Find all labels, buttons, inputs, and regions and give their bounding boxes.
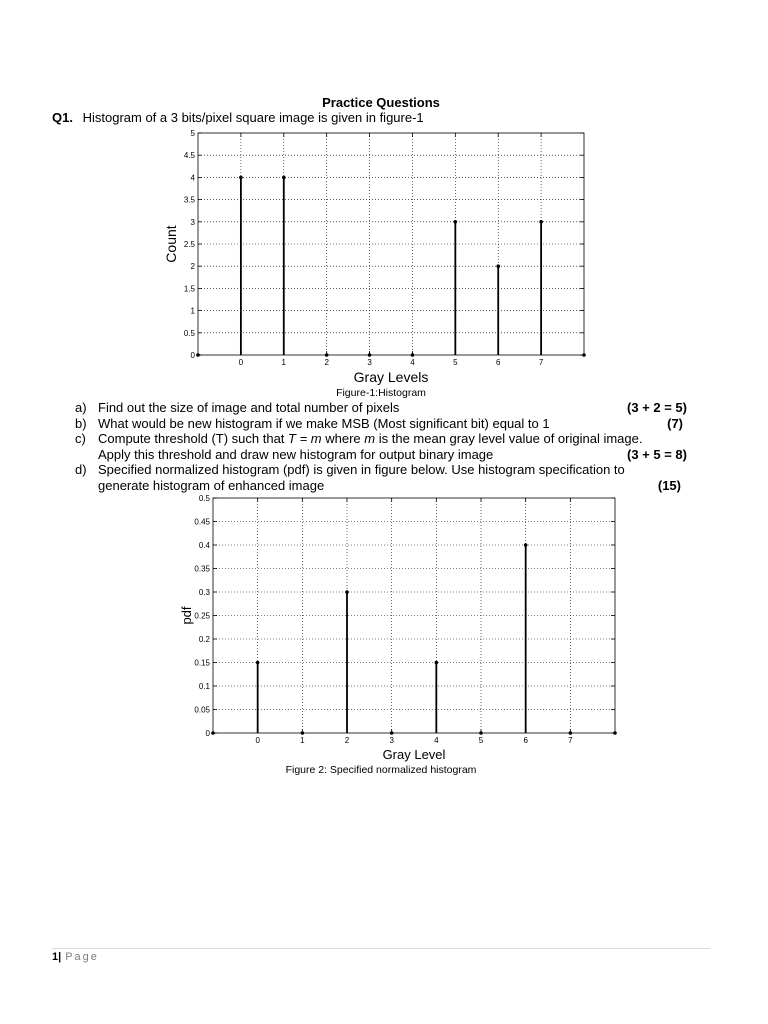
x-tick-label: 4	[410, 358, 415, 367]
x-tick-label: 3	[389, 736, 394, 745]
x-axis-label: Gray Levels	[353, 369, 429, 385]
question-text: Histogram of a 3 bits/pixel square image is given in figure-1	[82, 110, 424, 125]
question-marks: (15)	[657, 477, 681, 493]
x-tick-label: 0	[255, 736, 260, 745]
question-item-c-continued	[75, 447, 695, 463]
question-1	[52, 110, 424, 125]
x-tick-label: 2	[324, 358, 329, 367]
stem-marker	[539, 220, 543, 224]
stem-marker	[368, 353, 372, 357]
x-tick-label: 5	[453, 358, 458, 367]
x-tick-label: 3	[367, 358, 372, 367]
x-tick-label: 2	[344, 736, 350, 745]
question-formula: T = m	[288, 431, 322, 446]
y-tick-label: 5	[190, 129, 195, 138]
y-tick-label: 2	[190, 262, 195, 272]
y-tick-label: 4	[190, 173, 195, 183]
x-tick-label: 1	[281, 358, 287, 367]
y-tick-label: 0.5	[198, 494, 210, 503]
stem-marker	[524, 543, 528, 547]
question-item-a	[75, 400, 695, 416]
question-item-c	[75, 431, 695, 447]
y-tick-label: 1	[190, 306, 195, 316]
y-axis-label: pdf	[179, 606, 194, 625]
question-number: Q1.	[52, 110, 73, 125]
question-label: d)	[75, 462, 87, 477]
question-text: Find out the size of image and total number of pixels	[98, 400, 400, 415]
question-marks: (3 + 2 = 5)	[627, 400, 687, 415]
page-number: 1	[52, 951, 59, 963]
question-label: b)	[75, 415, 87, 431]
footer-divider	[52, 948, 710, 949]
question-marks: (3 + 5 = 8)	[627, 446, 687, 462]
figure-1-histogram-chart	[150, 125, 600, 390]
question-marks: (7)	[667, 415, 683, 431]
stem-marker	[390, 731, 394, 735]
stem-marker	[496, 264, 500, 268]
figure-2-pdf-chart	[160, 490, 630, 770]
x-tick-label: 0	[238, 358, 244, 367]
y-tick-label: 0.15	[194, 658, 210, 668]
x-axis-label: Gray Level	[382, 747, 446, 762]
y-tick-label: 0.25	[194, 611, 210, 621]
y-tick-label: 4.5	[183, 151, 195, 161]
figure-1-caption: Figure-1:Histogram	[336, 387, 426, 399]
y-tick-label: 0.4	[198, 541, 210, 550]
stem-marker	[196, 353, 200, 357]
stem-marker	[582, 353, 586, 357]
stem-marker	[211, 731, 215, 735]
page-word: Page	[65, 951, 99, 963]
x-tick-label: 4	[434, 736, 439, 745]
y-tick-label: 0.2	[198, 635, 210, 644]
stem-marker	[435, 661, 439, 665]
question-text: generate histogram of enhanced image	[98, 477, 325, 493]
y-tick-label: 0.05	[194, 705, 210, 715]
stem-marker	[411, 353, 415, 357]
y-tick-label: 0.5	[183, 328, 195, 338]
question-item-d	[75, 462, 695, 478]
x-tick-label: 6	[523, 736, 528, 745]
figure-2-caption: Figure 2: Specified normalized histogram	[285, 764, 477, 776]
question-list	[75, 400, 695, 493]
stem-marker	[454, 220, 458, 224]
y-tick-label: 3	[190, 217, 195, 227]
question-text: What would be new histogram if we make MSB (Most significant bit) equal to 1	[98, 415, 550, 431]
page-title: Practice Questions	[322, 95, 440, 110]
x-tick-label: 7	[568, 736, 573, 745]
question-variable: m	[364, 431, 376, 446]
stem-marker	[256, 661, 260, 665]
question-text-part: is the mean gray level value of original image.	[375, 431, 643, 446]
y-tick-label: 0.1	[198, 682, 210, 691]
stem-marker	[282, 176, 286, 180]
question-label: c)	[75, 431, 86, 446]
footer-separator: |	[58, 951, 62, 963]
x-tick-label: 7	[538, 358, 544, 367]
question-label: a)	[75, 400, 87, 415]
y-tick-label: 2.5	[183, 240, 195, 249]
stem-marker	[569, 731, 573, 735]
question-text-part: where	[321, 431, 365, 446]
question-text: Apply this threshold and draw new histogram for output binary image	[98, 446, 494, 462]
stem-marker	[239, 176, 243, 180]
y-tick-label: 0.3	[198, 588, 210, 597]
question-text-part: Compute threshold (T) such that	[98, 431, 289, 446]
y-axis-label: Count	[163, 225, 179, 263]
stem-marker	[345, 590, 349, 594]
x-tick-label: 1	[300, 736, 305, 745]
stem-marker	[479, 731, 483, 735]
stem-marker	[301, 731, 305, 735]
question-text: Specified normalized histogram (pdf) is given in figure below. Use histogram specification to	[98, 462, 625, 477]
page-footer	[52, 951, 99, 963]
question-text	[98, 431, 695, 447]
y-tick-label: 0	[205, 729, 210, 738]
x-tick-label: 6	[495, 358, 501, 367]
stem-marker	[325, 353, 329, 357]
y-tick-label: 0.35	[194, 564, 210, 574]
question-item-b	[75, 416, 695, 432]
stem-marker	[613, 731, 617, 735]
y-tick-label: 1.5	[183, 284, 195, 294]
y-tick-label: 3.5	[183, 195, 195, 205]
y-tick-label: 0	[190, 351, 195, 360]
x-tick-label: 5	[478, 736, 484, 745]
y-tick-label: 0.45	[194, 517, 210, 527]
